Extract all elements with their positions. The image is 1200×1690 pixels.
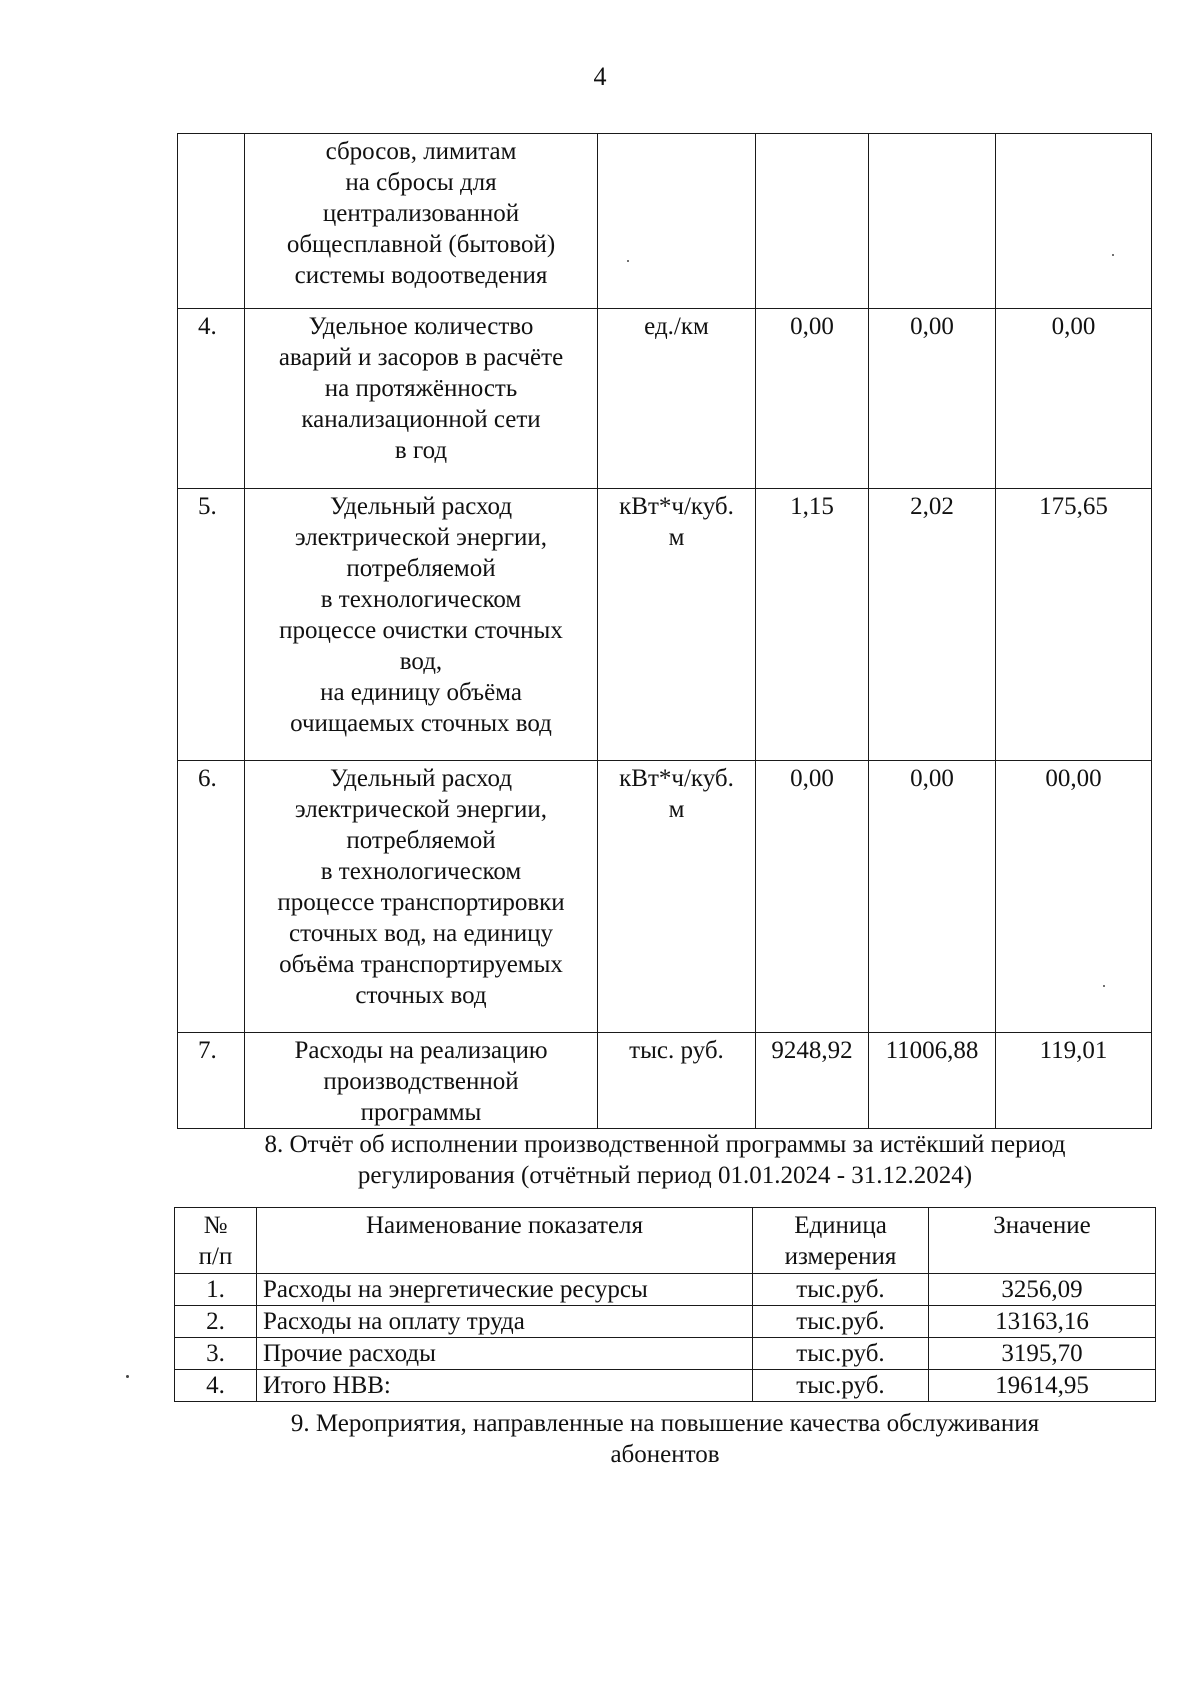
value-cell [869,134,996,309]
row-number [178,134,245,309]
table-row [178,489,1152,761]
scan-speck [1112,254,1114,256]
scan-speck [627,260,629,262]
unit-cell: тыс.руб. [753,1306,929,1338]
column-header-name: Наименование показателя [257,1208,753,1274]
table-row [178,1033,1152,1129]
table-row [178,761,1152,1033]
unit-cell: кВт*ч/куб. м [598,489,756,761]
column-header-unit: Единица измерения [753,1208,929,1274]
indicator-name: Удельный расход электрической энергии, потребляемой в технологическом процессе очистки сточных вод, на единицу объёма очищаемых сточных вод [245,489,598,761]
table-row [175,1274,1156,1306]
table-row [175,1306,1156,1338]
indicator-name: сбросов, лимитам на сбросы для централизованной общесплавной (бытовой) системы водоотведения [245,134,598,309]
table-header-row [175,1208,1156,1274]
unit-cell [598,134,756,309]
unit-cell: тыс. руб. [598,1033,756,1129]
value-cell [996,134,1152,309]
row-number: 4. [178,309,245,489]
table-row [178,134,1152,309]
row-number: 6. [178,761,245,1033]
section-9-heading: 9. Мероприятия, направленные на повышение качества обслуживания абонентов [290,1410,1040,1468]
column-header-value: Значение [929,1208,1156,1274]
cost-name: Расходы на энергетические ресурсы [257,1274,753,1306]
table-row [178,309,1152,489]
value-cell: 13163,16 [929,1306,1156,1338]
value-cell: 0,00 [756,309,869,489]
column-header-number: № п/п [175,1208,257,1274]
value-cell: 0,00 [869,309,996,489]
value-cell: 0,00 [869,761,996,1033]
value-cell: 3256,09 [929,1274,1156,1306]
cost-report-table [174,1207,1156,1402]
unit-cell: тыс.руб. [753,1274,929,1306]
row-number: 7. [178,1033,245,1129]
page-number: 4 [593,62,607,91]
scan-speck [126,1375,129,1378]
table-row [175,1338,1156,1370]
indicator-name: Удельное количество аварий и засоров в расчёте на протяжённость канализационной сети в год [245,309,598,489]
value-cell: 0,00 [996,309,1152,489]
cost-name: Прочие расходы [257,1338,753,1370]
value-cell: 9248,92 [756,1033,869,1129]
row-number: 4. [175,1370,257,1402]
value-cell: 11006,88 [869,1033,996,1129]
cost-name: Итого НВВ: [257,1370,753,1402]
value-cell: 00,00 [996,761,1152,1033]
row-number: 2. [175,1306,257,1338]
cost-name: Расходы на оплату труда [257,1306,753,1338]
indicators-table [177,133,1152,1129]
value-cell: 175,65 [996,489,1152,761]
value-cell: 119,01 [996,1033,1152,1129]
unit-cell: тыс.руб. [753,1338,929,1370]
indicator-name: Удельный расход электрической энергии, потребляемой в технологическом процессе транспортировки сточных вод, на единицу объёма транспортируемых сточных вод [245,761,598,1033]
value-cell: 19614,95 [929,1370,1156,1402]
table-row [175,1370,1156,1402]
row-number: 1. [175,1274,257,1306]
value-cell: 3195,70 [929,1338,1156,1370]
unit-cell: ед./км [598,309,756,489]
row-number: 5. [178,489,245,761]
row-number: 3. [175,1338,257,1370]
value-cell: 2,02 [869,489,996,761]
section-8-heading: 8. Отчёт об исполнении производственной программы за истёкший период регулирования (отчётный период 01.01.2024 - 31.12.2024) [264,1131,1066,1189]
value-cell: 0,00 [756,761,869,1033]
value-cell [756,134,869,309]
value-cell: 1,15 [756,489,869,761]
unit-cell: тыс.руб. [753,1370,929,1402]
unit-cell: кВт*ч/куб. м [598,761,756,1033]
scan-speck [1103,985,1105,987]
indicator-name: Расходы на реализацию производственной программы [245,1033,598,1129]
